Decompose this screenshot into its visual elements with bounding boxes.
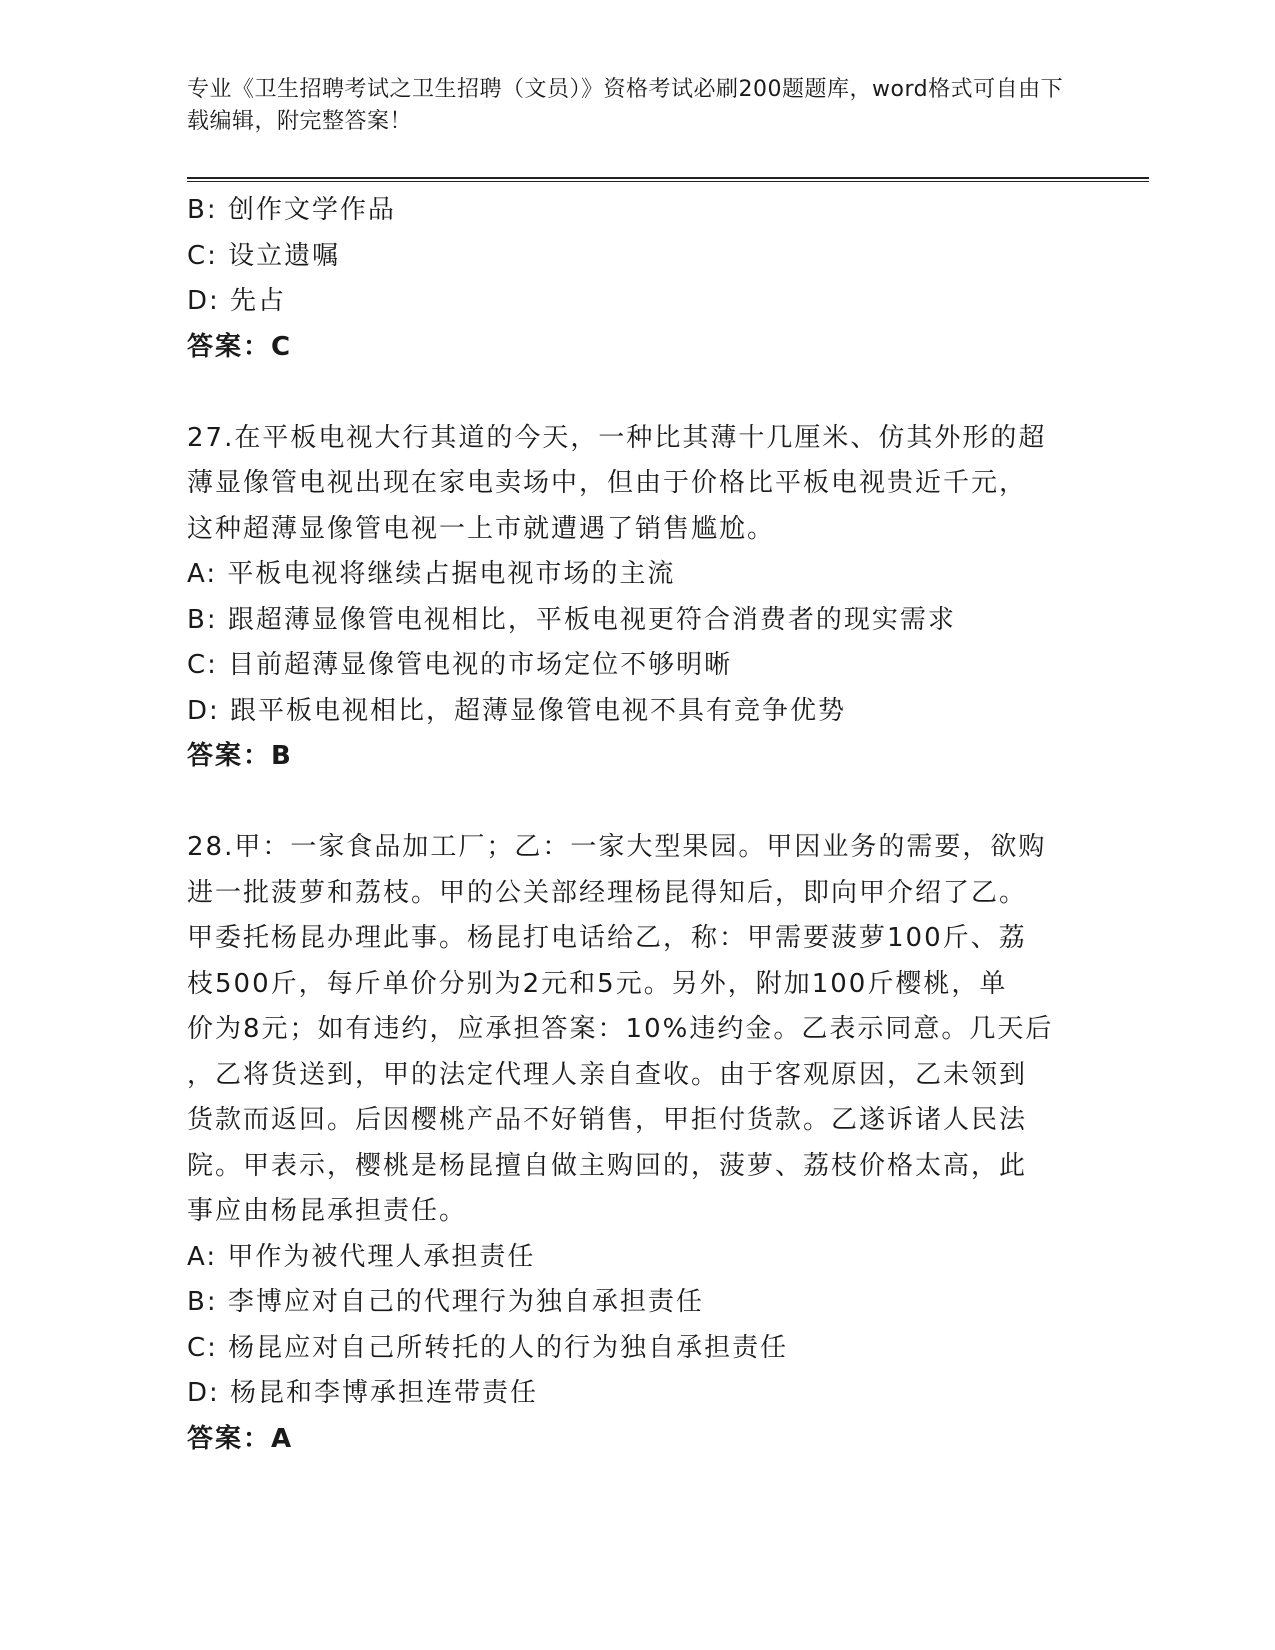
question-stem-line: 院。甲表示，樱桃是杨昆擅自做主购回的，菠萝、荔枝价格太高，此 (187, 1150, 1028, 1181)
option-c: C: 杨昆应对自己所转托的人的行为独自承担责任 (187, 1332, 789, 1363)
question-stem-line: 薄显像管电视出现在家电卖场中，但由于价格比平板电视贵近千元， (187, 468, 1028, 498)
answer: 答案：B (187, 741, 293, 771)
document-body (187, 188, 1087, 1462)
page-header: 专业《卫生招聘考试之卫生招聘（文员）》资格考试必刷200题题库，word格式可自由下载编辑，附完整答案！ (187, 77, 1064, 134)
question-stem-line: 27.在平板电视大行其道的今天，一种比其薄十几厘米、仿其外形的超 (187, 422, 1047, 453)
answer: 答案：A (187, 1423, 294, 1454)
option-d: D: 杨昆和李博承担连带责任 (187, 1378, 539, 1408)
question-stem-line: 货款而返回。后因樱桃产品不好销售，甲拒付货款。乙遂诉诸人民法 (187, 1105, 1028, 1135)
question-stem-line: 28.甲：一家食品加工厂；乙：一家大型果园。甲因业务的需要，欲购 (187, 832, 1047, 862)
question-fragment (187, 188, 1087, 370)
question-stem-line: 进一批菠萝和荔枝。甲的公关部经理杨昆得知后，即向甲介绍了乙。 (187, 877, 1028, 908)
option-c: C: 目前超薄显像管电视的市场定位不够明晰 (187, 650, 733, 680)
option-b: B: 跟超薄显像管电视相比，平板电视更符合消费者的现实需求 (187, 604, 956, 635)
option-d: D: 先占 (187, 286, 287, 316)
option-c: C: 设立遗嘱 (187, 240, 341, 271)
answer: 答案：C (187, 331, 293, 362)
spacer (187, 780, 1087, 826)
question-stem-line: 这种超薄显像管电视一上市就遭遇了销售尴尬。 (187, 513, 776, 544)
question-stem-line: ，乙将货送到，甲的法定代理人亲自查收。由于客观原因，乙未领到 (187, 1059, 1028, 1090)
header-divider (187, 177, 1149, 182)
option-b: B: 李博应对自己的代理行为独自承担责任 (187, 1287, 704, 1317)
option-b: B: 创作文学作品 (187, 195, 396, 225)
question-28 (187, 825, 1087, 1462)
question-stem-line: 枝500斤，每斤单价分别为2元和5元。另外，附加100斤樱桃，单 (187, 968, 1008, 999)
spacer (187, 370, 1087, 416)
option-a: A: 甲作为被代理人承担责任 (187, 1241, 536, 1272)
question-stem-line: 事应由杨昆承担责任。 (187, 1196, 468, 1226)
question-stem-line: 价为8元；如有违约，应承担答案：10%违约金。乙表示同意。几天后 (187, 1014, 1054, 1044)
question-27 (187, 416, 1087, 780)
option-a: A: 平板电视将继续占据电视市场的主流 (187, 559, 676, 589)
option-d: D: 跟平板电视相比，超薄显像管电视不具有竞争优势 (187, 695, 847, 726)
question-stem-line: 甲委托杨昆办理此事。杨昆打电话给乙，称：甲需要菠萝100斤、荔 (187, 923, 1027, 953)
